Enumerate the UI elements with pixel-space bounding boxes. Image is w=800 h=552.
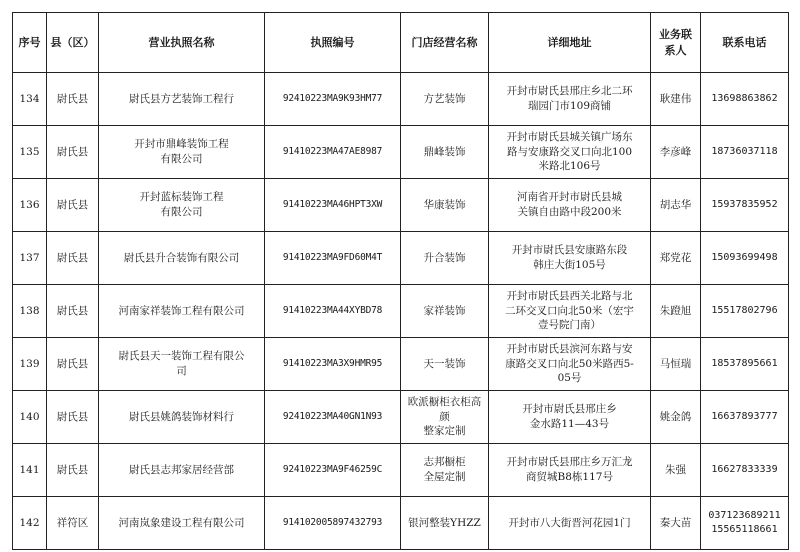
cell-address: 开封市尉氏县安康路东段 韩庄大街105号 — [489, 232, 651, 285]
cell-address: 开封市尉氏县滨河东路与安 康路交叉口向北50米路西5- 05号 — [489, 338, 651, 391]
cell-phone: 16637893777 — [701, 391, 789, 444]
cell-contact: 马恒瑞 — [651, 338, 701, 391]
cell-store-name: 华康装饰 — [401, 179, 489, 232]
cell-business-name: 河南岚象建设工程有限公司 — [99, 497, 265, 550]
cell-contact: 朱强 — [651, 444, 701, 497]
cell-address: 开封市尉氏县西关北路与北 二环交叉口向北50米（宏宇 壹号院门南） — [489, 285, 651, 338]
cell-no: 137 — [13, 232, 47, 285]
cell-phone: 15937835952 — [701, 179, 789, 232]
header-phone: 联系电话 — [701, 13, 789, 73]
cell-phone: 15093699498 — [701, 232, 789, 285]
cell-business-name: 开封市鼎峰装饰工程 有限公司 — [99, 126, 265, 179]
cell-store-name: 家祥装饰 — [401, 285, 489, 338]
cell-county: 尉氏县 — [47, 232, 99, 285]
cell-no: 139 — [13, 338, 47, 391]
cell-business-name: 尉氏县升合装饰有限公司 — [99, 232, 265, 285]
cell-license-no: 92410223MA9F46259C — [265, 444, 401, 497]
cell-address: 开封市尉氏县邢庄乡万汇龙 商贸城B8栋117号 — [489, 444, 651, 497]
header-county: 县（区） — [47, 13, 99, 73]
cell-contact: 秦大苗 — [651, 497, 701, 550]
table-row — [13, 391, 789, 444]
cell-license-no: 92410223MA9K93HM77 — [265, 73, 401, 126]
cell-store-name: 鼎峰装饰 — [401, 126, 489, 179]
cell-contact: 姚金鸽 — [651, 391, 701, 444]
cell-county: 尉氏县 — [47, 179, 99, 232]
cell-address: 开封市尉氏县邢庄乡北二环 瑞园门市109商铺 — [489, 73, 651, 126]
cell-no: 142 — [13, 497, 47, 550]
cell-store-name: 银河整装YHZZ — [401, 497, 489, 550]
cell-county: 祥符区 — [47, 497, 99, 550]
table-row — [13, 338, 789, 391]
cell-contact: 耿建伟 — [651, 73, 701, 126]
cell-no: 134 — [13, 73, 47, 126]
cell-store-name: 升合装饰 — [401, 232, 489, 285]
store-list-table — [12, 12, 789, 550]
cell-business-name: 尉氏县天一装饰工程有限公 司 — [99, 338, 265, 391]
cell-phone: 03712368921​1 15565118661 — [701, 497, 789, 550]
cell-no: 140 — [13, 391, 47, 444]
cell-address: 河南省开封市尉氏县城 关镇自由路中段200米 — [489, 179, 651, 232]
cell-store-name: 欧派橱柜衣柜高颜 整家定制 — [401, 391, 489, 444]
cell-county: 尉氏县 — [47, 391, 99, 444]
cell-address: 开封市八大街晋河花园1门 — [489, 497, 651, 550]
cell-license-no: 91410223MA47AE8987 — [265, 126, 401, 179]
table-body — [13, 73, 789, 550]
cell-address: 开封市尉氏县城关镇广场东 路与安康路交叉口向北100 米路北106号 — [489, 126, 651, 179]
header-row — [13, 13, 789, 73]
table-row — [13, 285, 789, 338]
cell-business-name: 尉氏县志邦家居经营部 — [99, 444, 265, 497]
cell-business-name: 尉氏县姚鸽装饰材料行 — [99, 391, 265, 444]
header-address: 详细地址 — [489, 13, 651, 73]
cell-phone: 18537895661 — [701, 338, 789, 391]
cell-phone: 16627833339 — [701, 444, 789, 497]
cell-business-name: 河南家祥装饰工程有限公司 — [99, 285, 265, 338]
cell-license-no: 91410223MA3X9HMR95 — [265, 338, 401, 391]
cell-contact: 朱蹬旭 — [651, 285, 701, 338]
cell-address: 开封市尉氏县邢庄乡 金水路11—43号 — [489, 391, 651, 444]
cell-license-no: 92410223MA40GN1N93 — [265, 391, 401, 444]
header-store-name: 门店经营名称 — [401, 13, 489, 73]
table-row — [13, 73, 789, 126]
cell-store-name: 志邦橱柜 全屋定制 — [401, 444, 489, 497]
store-list-table-wrapper — [12, 12, 788, 550]
cell-contact: 李彦峰 — [651, 126, 701, 179]
table-row — [13, 126, 789, 179]
table-row — [13, 232, 789, 285]
cell-no: 135 — [13, 126, 47, 179]
cell-business-name: 开封蓝标装饰工程 有限公司 — [99, 179, 265, 232]
cell-contact: 胡志华 — [651, 179, 701, 232]
cell-no: 136 — [13, 179, 47, 232]
table-row — [13, 497, 789, 550]
cell-license-no: 91410223MA46HPT3XW — [265, 179, 401, 232]
cell-phone: 18736037118 — [701, 126, 789, 179]
cell-contact: 郑党花 — [651, 232, 701, 285]
cell-county: 尉氏县 — [47, 126, 99, 179]
cell-license-no: 91410223MA9FD60M4T — [265, 232, 401, 285]
header-no: 序号 — [13, 13, 47, 73]
cell-store-name: 天一装饰 — [401, 338, 489, 391]
cell-phone: 13698863862 — [701, 73, 789, 126]
cell-no: 138 — [13, 285, 47, 338]
table-row — [13, 444, 789, 497]
header-license-no: 执照编号 — [265, 13, 401, 73]
table-header — [13, 13, 789, 73]
cell-license-no: 91410223MA44XYBD78 — [265, 285, 401, 338]
table-row — [13, 179, 789, 232]
cell-county: 尉氏县 — [47, 285, 99, 338]
cell-no: 141 — [13, 444, 47, 497]
cell-store-name: 方艺装饰 — [401, 73, 489, 126]
cell-county: 尉氏县 — [47, 444, 99, 497]
cell-county: 尉氏县 — [47, 73, 99, 126]
cell-license-no: 914102005897432793 — [265, 497, 401, 550]
cell-business-name: 尉氏县方艺装饰工程行 — [99, 73, 265, 126]
cell-county: 尉氏县 — [47, 338, 99, 391]
cell-phone: 15517802796 — [701, 285, 789, 338]
header-contact: 业务联系人 — [651, 13, 701, 73]
header-business-name: 营业执照名称 — [99, 13, 265, 73]
